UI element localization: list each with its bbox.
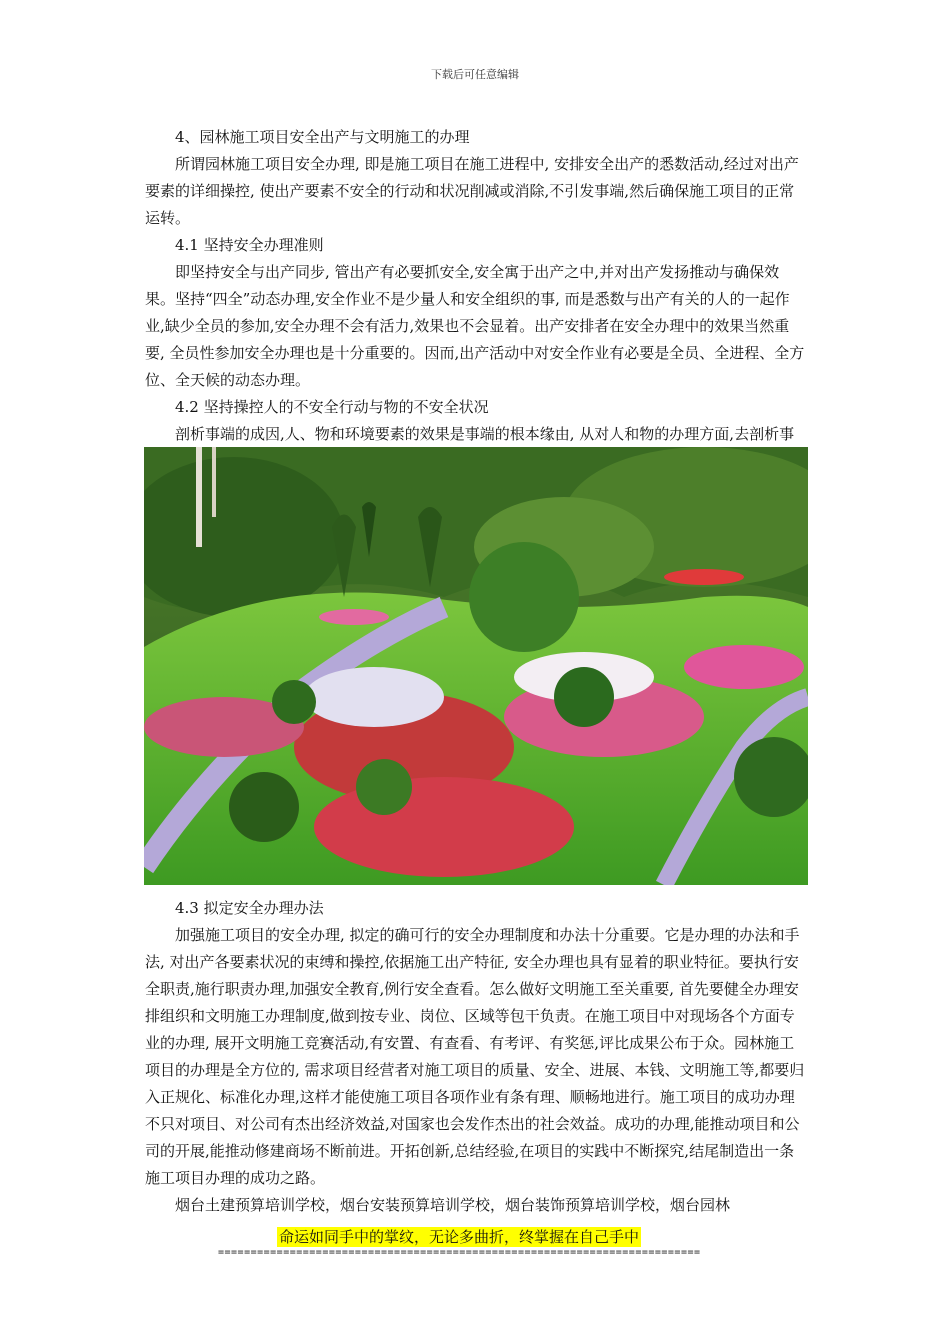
- garden-photo: [144, 447, 808, 885]
- section-4-3-body: 加强施工项目的安全办理, 拟定的确可行的安全办理制度和办法十分重要。它是办理的办法和手法, 对出产各要素状况的束缚和操控,依据施工出产特征, 安全办理也具有显着的职业特征。要执行安全职责,施行职责办理,加强安全教育,例行安全查看。怎么做好文明施工至关重要, 首先要健全办理安排组织和文明施工办理制度,做到按专业、岗位、区域等包干负责。在施工项目中对现场各个方面专业的办理, 展开文明施工竞赛活动,有安置、有查看、有考评、有奖惩,评比成果公布于众。园林施工项目的办理是全方位的, 需求项目经营者对施工项目的质量、安全、进展、本钱、文明施工等,都要归入正规化、标准化办理,这样才能使施工项目各项作业有条有理、顺畅地进行。施工项目的成功办理不只对项目、对公司有杰出经济效益,对国家也会发作杰出的社会效益。成功的办理,能推动项目和公司的开展,能推动修建商场不断前进。开拓创新,总结经验,在项目的实践中不断探究,结尾制造出一条施工项目办理的成功之路。: [145, 926, 805, 1187]
- footer-quote: 命运如同手中的掌纹，无论多曲折，终掌握在自己手中: [279, 1228, 640, 1246]
- section-4-1-body: 即坚持安全与出产同步, 管出产有必要抓安全,安全寓于出产之中,并对出产发扬推动与确保效果。坚持“四全”动态办理,安全作业不是少量人和安全组织的事, 而是悉数与出产有关的人的一起作业,缺少全员的参加,安全办理不会有活力,效果也不会显着。出产安排者在安全办理中的效果当然重要, 全员性参加安全办理也是十分重要的。因而,出产活动中对安全作业有必要是全员、全进程、全方位、全天候的动态办理。: [145, 263, 805, 389]
- page-header: 下载后可任意编辑: [431, 68, 519, 81]
- section-4-intro: 所谓园林施工项目安全办理, 即是施工项目在施工进程中, 安排安全出产的悉数活动,经过对出产要素的详细操控, 使出产要素不安全的行动和状况削减或消除,不引发事端,然后确保施工项目的正常运转。: [145, 155, 799, 227]
- section-4-2-body: 剖析事端的成因,人、物和环境要素的效果是事端的根本缘由, 从对人和物的办理方面,去剖析事: [175, 425, 795, 443]
- section-4-1-heading: 4.1 坚持安全办理准则: [175, 236, 324, 254]
- section-4-3: [145, 895, 809, 1219]
- sunken-garden-image: [144, 447, 808, 885]
- section-4: [145, 124, 809, 475]
- footer-rule: ==========================================================================: [218, 1247, 701, 1258]
- section-4-heading: 4、园林施工项目安全出产与文明施工的办理: [175, 128, 470, 146]
- section-4-2-heading: 4.2 坚持操控人的不安全行动与物的不安全状况: [175, 398, 489, 416]
- closing-line: 烟台土建预算培训学校，烟台安装预算培训学校，烟台装饰预算培训学校，烟台园林: [175, 1196, 731, 1214]
- section-4-3-heading: 4.3 拟定安全办理办法: [175, 899, 324, 917]
